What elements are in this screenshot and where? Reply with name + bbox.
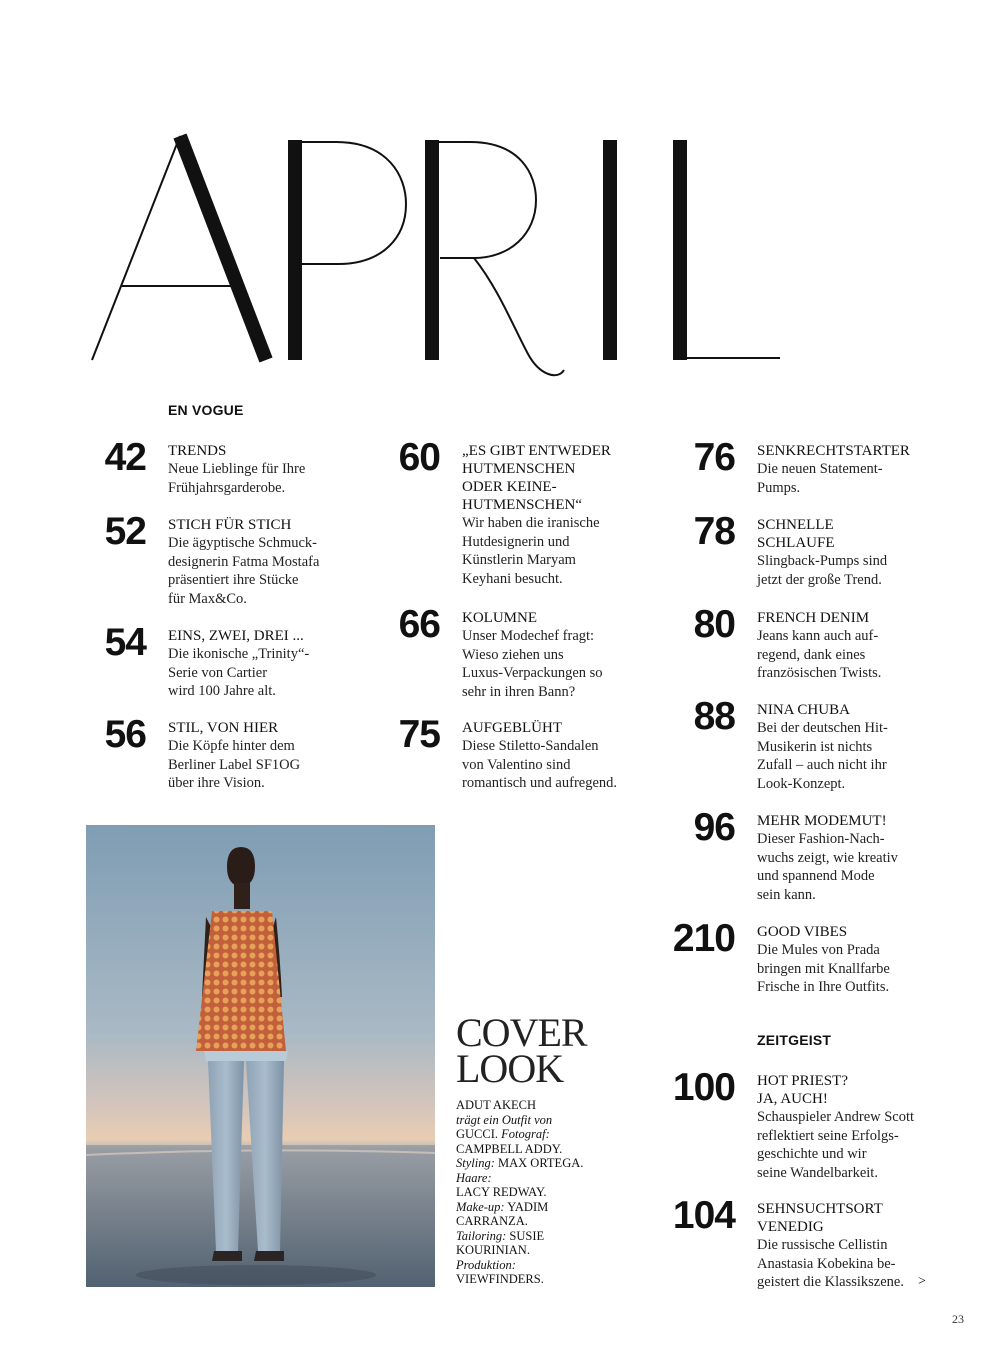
toc-entry[interactable] xyxy=(104,621,383,701)
page-number: 23 xyxy=(952,1312,964,1326)
toc-entry-description: Unser Modechef fragt: Wieso ziehen uns Luxus-Verpackungen so sehr in ihren Bann? xyxy=(462,628,603,700)
toc-entry[interactable] xyxy=(398,436,677,588)
credit-production-label: Produktion: xyxy=(456,1257,516,1272)
page-number-label: 42 xyxy=(104,436,146,479)
toc-entry[interactable] xyxy=(672,1066,972,1182)
toc-entry[interactable] xyxy=(693,510,972,589)
credit-photographer: CAMPBELL ADDY. xyxy=(456,1141,563,1156)
toc-entry[interactable] xyxy=(672,1194,972,1292)
toc-entry-description: Bei der deutschen Hit- Musikerin ist nichts Zufall – auch nicht ihr Look-Konzept. xyxy=(757,720,888,792)
toc-entry-title: SCHNELLE SCHLAUFE xyxy=(757,517,835,551)
cover-photo xyxy=(86,825,435,1287)
toc-entry[interactable] xyxy=(693,436,972,497)
page-number-label: 54 xyxy=(104,621,146,664)
toc-entry-description: Dieser Fashion-Nach- wuchs zeigt, wie kreativ und spannend Mode sein kann. xyxy=(757,831,898,903)
toc-entry-description: Die Köpfe hinter dem Berliner Label SF1OG über ihre Vision. xyxy=(168,738,301,791)
toc-entry-description: Wir haben die iranische Hutdesignerin und Künstlerin Maryam Keyhani besucht. xyxy=(462,515,600,587)
toc-entry-title: SEHNSUCHTSORT VENEDIG xyxy=(757,1201,883,1235)
toc-entry-description: Neue Lieblinge für Ihre Frühjahrsgarderobe. xyxy=(168,461,306,496)
page-number-label: 96 xyxy=(693,806,735,849)
page-number-label: 66 xyxy=(398,603,440,646)
section-label-zeitgeist: ZEITGEIST xyxy=(757,1032,832,1048)
toc-entry-description: Die neuen Statement- Pumps. xyxy=(757,461,883,496)
toc-entry-title: SENKRECHTSTARTER xyxy=(757,443,910,459)
credit-outfit-label: trägt ein Outfit von xyxy=(456,1112,553,1127)
credit-makeup: YADIM CARRANZA. xyxy=(456,1199,549,1228)
page-number-label: 60 xyxy=(398,436,440,479)
toc-entry-title: MEHR MODEMUT! xyxy=(757,813,887,829)
toc-entry[interactable] xyxy=(104,510,383,608)
credit-tailoring-label: Tailoring: xyxy=(456,1228,507,1243)
masthead-april-wordmark xyxy=(88,118,788,388)
masthead-title xyxy=(88,118,788,388)
page-number-label: 104 xyxy=(672,1194,735,1237)
page-number-label: 80 xyxy=(693,603,735,646)
credit-makeup-label: Make-up: xyxy=(456,1199,505,1214)
page-number-label: 78 xyxy=(693,510,735,553)
toc-entry[interactable] xyxy=(672,917,972,997)
toc-entry-description: Diese Stiletto-Sandalen von Valentino sind romantisch und aufregend. xyxy=(462,738,618,791)
page-number-label: 88 xyxy=(693,695,735,738)
page-number-label: 76 xyxy=(693,436,735,479)
credit-photographer-label: Fotograf: xyxy=(501,1127,550,1141)
toc-entry[interactable] xyxy=(398,713,677,793)
page-number-label: 75 xyxy=(398,713,440,756)
credit-production: VIEWFINDERS. xyxy=(456,1272,544,1286)
toc-entry-title: GOOD VIBES xyxy=(757,924,848,940)
toc-entry-description: Die russische Cellistin Anastasia Kobekina be- geistert die Klassikszene. xyxy=(757,1237,904,1290)
cover-credits xyxy=(456,1098,596,1287)
credit-hair-label: Haare: xyxy=(456,1170,492,1185)
toc-entry-title: TRENDS xyxy=(168,443,227,459)
toc-entry[interactable] xyxy=(398,603,677,701)
page-number-label: 56 xyxy=(104,713,146,756)
toc-entry-title: FRENCH DENIM xyxy=(757,610,870,626)
toc-entry-title: KOLUMNE xyxy=(462,610,537,626)
credit-tailoring: SUSIE KOURINIAN. xyxy=(456,1228,545,1257)
toc-entry-title: „ES GIBT ENTWEDER HUTMENSCHEN ODER KEINE- HUTMENSCHEN“ xyxy=(462,443,611,513)
continue-arrow[interactable]: > xyxy=(918,1274,926,1289)
credit-styling: MAX ORTEGA. xyxy=(498,1156,584,1170)
cover-look-heading-line: LOOK xyxy=(456,1046,564,1091)
toc-entry[interactable] xyxy=(693,603,972,683)
toc-entry[interactable] xyxy=(693,695,972,793)
page-number-label: 52 xyxy=(104,510,146,553)
toc-entry-title: EINS, ZWEI, DREI ... xyxy=(168,628,304,644)
toc-entry-description: Die ikonische „Trinity“- Serie von Cartier wird 100 Jahre alt. xyxy=(168,646,310,699)
cover-look-heading-line: COVER xyxy=(456,1010,587,1055)
toc-entry-description: Die ägyptische Schmuck- designerin Fatma Mostafa präsentiert ihre Stücke für Max&Co. xyxy=(168,535,320,607)
toc-entry-description: Slingback-Pumps sind jetzt der große Trend. xyxy=(757,553,888,588)
toc-entry-description: Schauspieler Andrew Scott reflektiert seine Erfolgs- geschichte und wir seine Wandelbarkeit. xyxy=(757,1109,915,1181)
cover-look-heading xyxy=(456,1010,606,1091)
toc-entry-title: AUFGEBLÜHT xyxy=(462,720,562,736)
credit-model: ADUT AKECH xyxy=(456,1098,536,1112)
toc-entry-description: Jeans kann auch auf- regend, dank eines französischen Twists. xyxy=(757,628,882,681)
credit-styling-label: Styling: xyxy=(456,1156,495,1170)
cover-photo-illustration xyxy=(86,825,435,1287)
toc-entry[interactable] xyxy=(104,436,383,497)
toc-entry-description: Die Mules von Prada bringen mit Knallfarbe Frische in Ihre Outfits. xyxy=(757,942,890,995)
toc-entry-title: HOT PRIEST? JA, AUCH! xyxy=(757,1073,848,1107)
toc-entry-title: STICH FÜR STICH xyxy=(168,517,292,533)
toc-entry-title: NINA CHUBA xyxy=(757,702,850,718)
credit-hair: LACY REDWAY. xyxy=(456,1185,547,1199)
toc-entry-title: STIL, VON HIER xyxy=(168,720,279,736)
section-label-en-vogue: EN VOGUE xyxy=(168,402,244,418)
credit-brand: GUCCI. xyxy=(456,1127,499,1141)
page-number-label: 100 xyxy=(672,1066,735,1109)
page-number-label: 210 xyxy=(672,917,735,960)
toc-entry[interactable] xyxy=(693,806,972,904)
toc-entry[interactable] xyxy=(104,713,383,793)
